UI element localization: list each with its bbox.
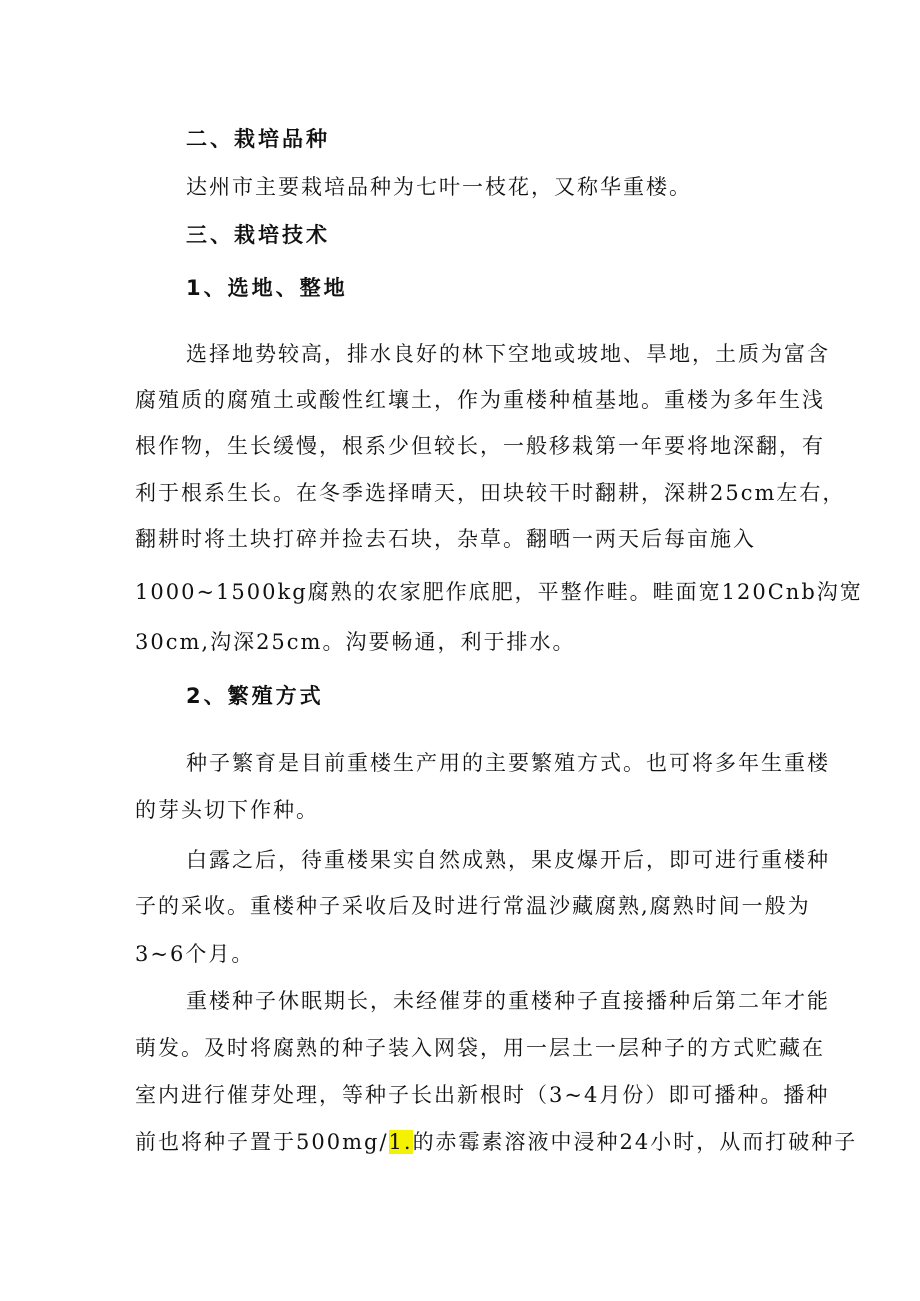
paragraph-line: 种子繁育是目前重楼生产用的主要繁殖方式。也可将多年生重楼 — [186, 751, 830, 775]
paragraph-line: 翻耕时将土块打碎并捡去石块，杂草。翻晒一两天后每亩施入 — [135, 527, 756, 551]
paragraph-line: 腐殖质的腐殖土或酸性红壤土，作为重楼种植基地。重楼为多年生浅 — [135, 388, 825, 412]
paragraph-line: 选择地势较高，排水良好的林下空地或坡地、旱地，土质为富含 — [186, 342, 830, 366]
paragraph-line: 利于根系生长。在冬季选择晴天，田块较干时翻耕，深耕25cm左右， — [135, 481, 846, 505]
paragraph-line: 30cm,沟深25cm。沟要畅通，利于排水。 — [135, 630, 576, 654]
paragraph-line: 白露之后，待重楼果实自然成熟，果皮爆开后，即可进行重楼种 — [186, 848, 830, 872]
subheading-propagation: 2、繁殖方式 — [186, 684, 324, 708]
paragraph-line: 根作物，生长缓慢，根系少但较长，一般移栽第一年要将地深翻，有 — [135, 434, 825, 458]
paragraph-line: 室内进行催芽处理，等种子长出新根时（3~4月份）即可播种。播种 — [135, 1083, 830, 1107]
paragraph-line: 1000~1500kg腐熟的农家肥作底肥，平整作畦。畦面宽120Cnb沟宽 — [135, 580, 863, 604]
text-segment: 的赤霉素溶液中浸种24小时，从而打破种子 — [412, 1130, 858, 1154]
section-heading-varieties: 二、栽培品种 — [186, 127, 330, 151]
paragraph-line: 萌发。及时将腐熟的种子装入网袋，用一层土一层种子的方式贮藏在 — [135, 1036, 825, 1060]
paragraph-line: 重楼种子休眠期长，未经催芽的重楼种子直接播种后第二年才能 — [186, 989, 830, 1013]
paragraph-variety: 达州市主要栽培品种为七叶一枝花，又称华重楼。 — [186, 175, 692, 199]
paragraph-line: 的芽头切下作种。 — [135, 798, 319, 822]
section-heading-techniques: 三、栽培技术 — [186, 223, 330, 247]
subheading-site-selection: 1、选地、整地 — [186, 276, 348, 300]
paragraph-line: 子的采收。重楼种子采收后及时进行常温沙藏腐熟,腐熟时间一般为 — [135, 894, 811, 918]
paragraph-line-highlighted — [135, 1127, 857, 1157]
paragraph-line: 3~6个月。 — [135, 942, 255, 966]
highlighted-text: 1. — [388, 1130, 413, 1154]
text-segment: 前也将种子置于500mg/ — [135, 1130, 389, 1154]
